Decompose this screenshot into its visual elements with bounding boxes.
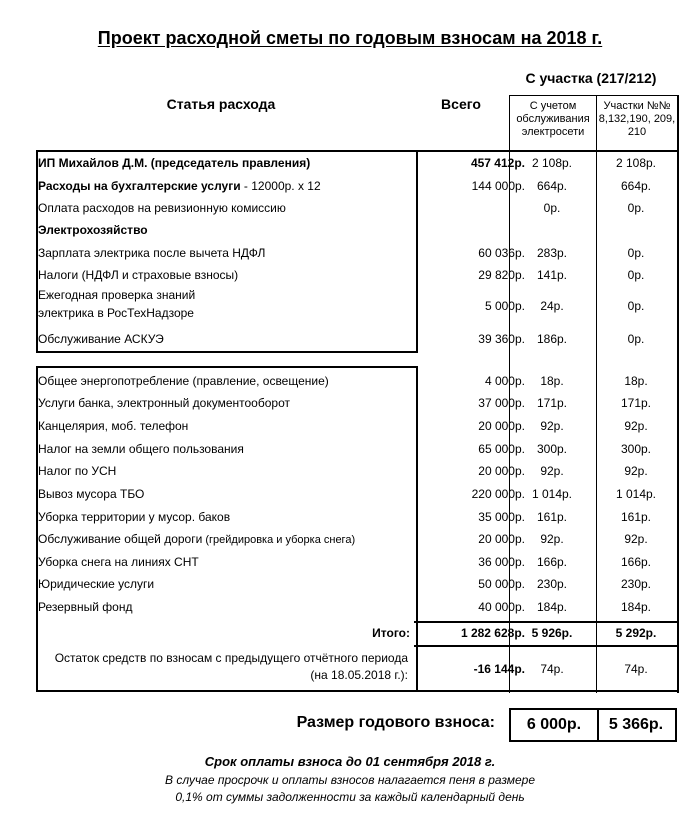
payment-deadline: Срок оплаты взноса до 01 сентября 2018 г.	[204, 754, 496, 769]
table-row: ИП Михайлов Д.М. (председатель правления) 457 412р. 2 108р. 2 108р.	[38, 156, 657, 170]
table-row: Обслуживание общей дороги (грейдировка и уборка снега) 20 000р. 92р. 92р.	[38, 532, 648, 546]
table-row: Зарплата электрика после вычета НДФЛ 60 036р. 283р. 0р.	[38, 246, 645, 260]
table-row: Налог на земли общего пользования 65 000р. 300р. 300р.	[38, 442, 652, 456]
annual-fee-value-1: 6 000р.	[509, 708, 599, 742]
table-row: Общее энергопотребление (правление, освещение) 4 000р. 18р. 18р.	[38, 374, 648, 388]
penalty-note-line1: В случае просрочк и оплаты взносов налагается пеня в размере	[164, 773, 536, 787]
table-row: Ежегодная проверка знаний электрика в РосТехНадзоре 5 000р. 24р. 0р.	[38, 288, 645, 320]
section-heading-row: Электрохозяйство	[38, 223, 148, 237]
total-column-header: Всего	[441, 96, 481, 112]
table-bottom-border	[36, 690, 679, 692]
table-row: Налог по УСН 20 000р. 92р. 92р.	[38, 464, 648, 478]
annual-fee-value-2: 5 366р.	[597, 708, 677, 742]
penalty-note-line2: 0,1% от суммы задолженности за каждый календарный день	[175, 790, 525, 804]
remainder-row: Остаток средств по взносам с предыдущего отчётного периода (на 18.05.2018 г.): -16 144р. 74р. 74р.	[54, 651, 648, 682]
itogo-bottom-border	[414, 645, 679, 647]
table-row: Уборка снега на линиях СНТ 36 000р. 166р. 166р.	[38, 555, 652, 569]
block1-bottom-border	[36, 351, 418, 353]
block2-top-border	[36, 366, 418, 368]
itogo-row: Итого: 1 282 628р. 5 926р. 5 292р.	[372, 626, 657, 640]
sub1-column-header: С учетом обслуживания электросети	[516, 100, 590, 138]
table-row: Налоги (НДФЛ и страховые взносы) 29 820р. 141р. 0р.	[38, 268, 645, 282]
table-row: Услуги банка, электронный документооборот 37 000р. 171р. 171р.	[38, 396, 652, 410]
per-plot-header: С участка (217/212)	[525, 70, 657, 86]
annual-fee-label: Размер годового взноса:	[296, 714, 495, 731]
table-row: Вывоз мусора ТБО 220 000р. 1 014р. 1 014р.	[38, 487, 657, 501]
table-row: Уборка территории у мусор. баков 35 000р. 161р. 161р.	[38, 510, 652, 524]
page-title: Проект расходной сметы по годовым взносам на 2018 г.	[97, 28, 603, 48]
table-right-border	[677, 95, 679, 693]
table-row: Канцелярия, моб. телефон 20 000р. 92р. 92р.	[38, 419, 648, 433]
table-row: Оплата расходов на ревизионную комиссию 0р. 0р.	[38, 201, 645, 215]
table-row: Юридические услуги 50 000р. 230р. 230р.	[38, 577, 652, 591]
table-row: Расходы на бухгалтерские услуги - 12000р. х 12 144 000р. 664р. 664р.	[38, 179, 652, 193]
sub-header-top-border	[509, 95, 678, 96]
sub2-column-header: Участки №№ 8,132,190, 209, 210	[598, 100, 676, 138]
item-column-header: Статья расхода	[166, 96, 276, 112]
table-row: Обслуживание АСКУЭ 39 360р. 186р. 0р.	[38, 332, 645, 346]
table-row: Резервный фонд 40 000р. 184р. 184р.	[38, 600, 652, 614]
